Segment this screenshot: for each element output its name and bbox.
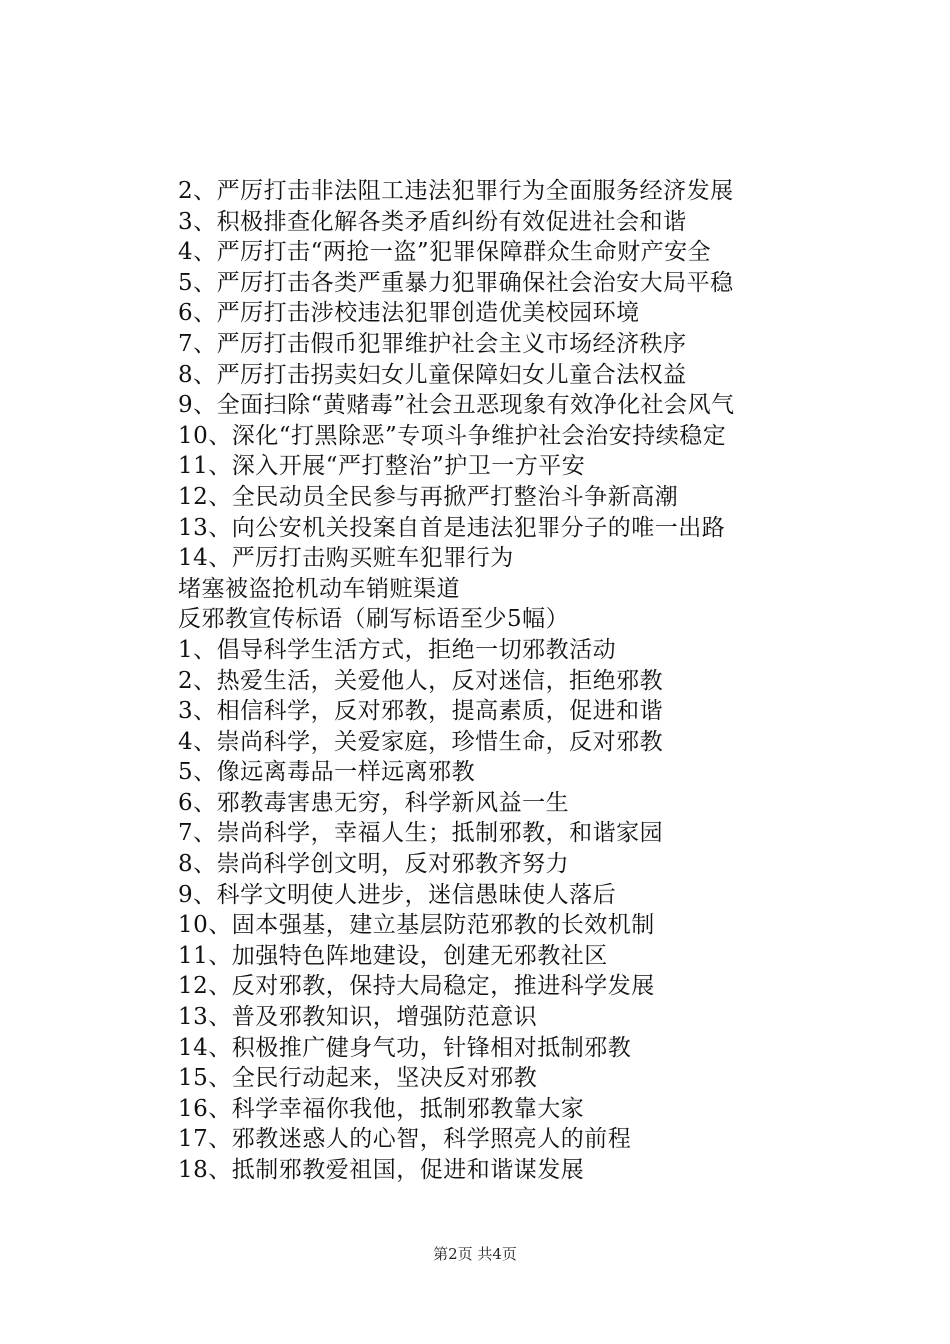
text-line: 2、严厉打击非法阻工违法犯罪行为全面服务经济发展 (178, 178, 734, 204)
text-line: 5、像远离毒品一样远离邪教 (178, 759, 476, 786)
text-line: 7、崇尚科学，幸福人生；抵制邪教，和谐家园 (178, 820, 664, 847)
text-line: 10、固本强基，建立基层防范邪教的长效机制 (178, 912, 655, 939)
text-line: 14、积极推广健身气功，针锋相对抵制邪教 (178, 1034, 632, 1061)
text-line: 3、相信科学，反对邪教，提高素质，促进和谐 (178, 698, 664, 725)
text-line: 17、邪教迷惑人的心智，科学照亮人的前程 (178, 1126, 632, 1153)
text-line: 18、抵制邪教爱祖国，促进和谐谋发展 (178, 1157, 585, 1183)
text-line: 4、严厉打击“两抢一盗”犯罪保障群众生命财产安全 (178, 239, 712, 266)
text-line: 堵塞被盗抢机动车销赃渠道 (178, 575, 460, 602)
text-line: 9、全面扫除“黄赌毒”社会丑恶现象有效净化社会风气 (178, 392, 735, 419)
text-line: 7、严厉打击假币犯罪维护社会主义市场经济秩序 (178, 330, 687, 357)
text-line: 1、倡导科学生活方式，拒绝一切邪教活动 (178, 636, 617, 663)
text-line: 8、严厉打击拐卖妇女儿童保障妇女儿童合法权益 (178, 361, 687, 388)
document-body (178, 176, 878, 1186)
page-number: 第2页 共4页 (433, 1245, 517, 1263)
text-line: 3、积极排查化解各类矛盾纠纷有效促进社会和谐 (178, 208, 687, 235)
page-footer (0, 1244, 950, 1264)
text-line: 12、反对邪教，保持大局稳定，推进科学发展 (178, 973, 655, 1000)
text-line: 10、深化“打黑除恶”专项斗争维护社会治安持续稳定 (178, 422, 727, 449)
text-line: 13、普及邪教知识，增强防范意识 (178, 1004, 538, 1031)
text-line: 14、严厉打击购买赃车犯罪行为 (178, 545, 514, 572)
text-line: 8、崇尚科学创文明，反对邪教齐努力 (178, 851, 570, 878)
section-heading: 反邪教宣传标语（刷写标语至少5幅） (178, 606, 570, 633)
text-line: 11、加强特色阵地建设，创建无邪教社区 (178, 942, 608, 969)
text-line: 12、全民动员全民参与再掀严打整治斗争新高潮 (178, 483, 679, 510)
text-line: 11、深入开展“严打整治”护卫一方平安 (178, 453, 586, 480)
text-line: 2、热爱生活，关爱他人，反对迷信，拒绝邪教 (178, 667, 664, 694)
text-line: 6、邪教毒害患无穷，科学新风益一生 (178, 789, 570, 816)
text-line: 6、严厉打击涉校违法犯罪创造优美校园环境 (178, 300, 640, 327)
text-line: 15、全民行动起来，坚决反对邪教 (178, 1065, 538, 1092)
text-line: 5、严厉打击各类严重暴力犯罪确保社会治安大局平稳 (178, 269, 734, 296)
text-line: 9、科学文明使人进步，迷信愚昧使人落后 (178, 881, 617, 908)
text-line: 4、崇尚科学，关爱家庭，珍惜生命，反对邪教 (178, 728, 664, 755)
text-line: 16、科学幸福你我他，抵制邪教靠大家 (178, 1095, 585, 1122)
text-line: 13、向公安机关投案自首是违法犯罪分子的唯一出路 (178, 514, 726, 541)
